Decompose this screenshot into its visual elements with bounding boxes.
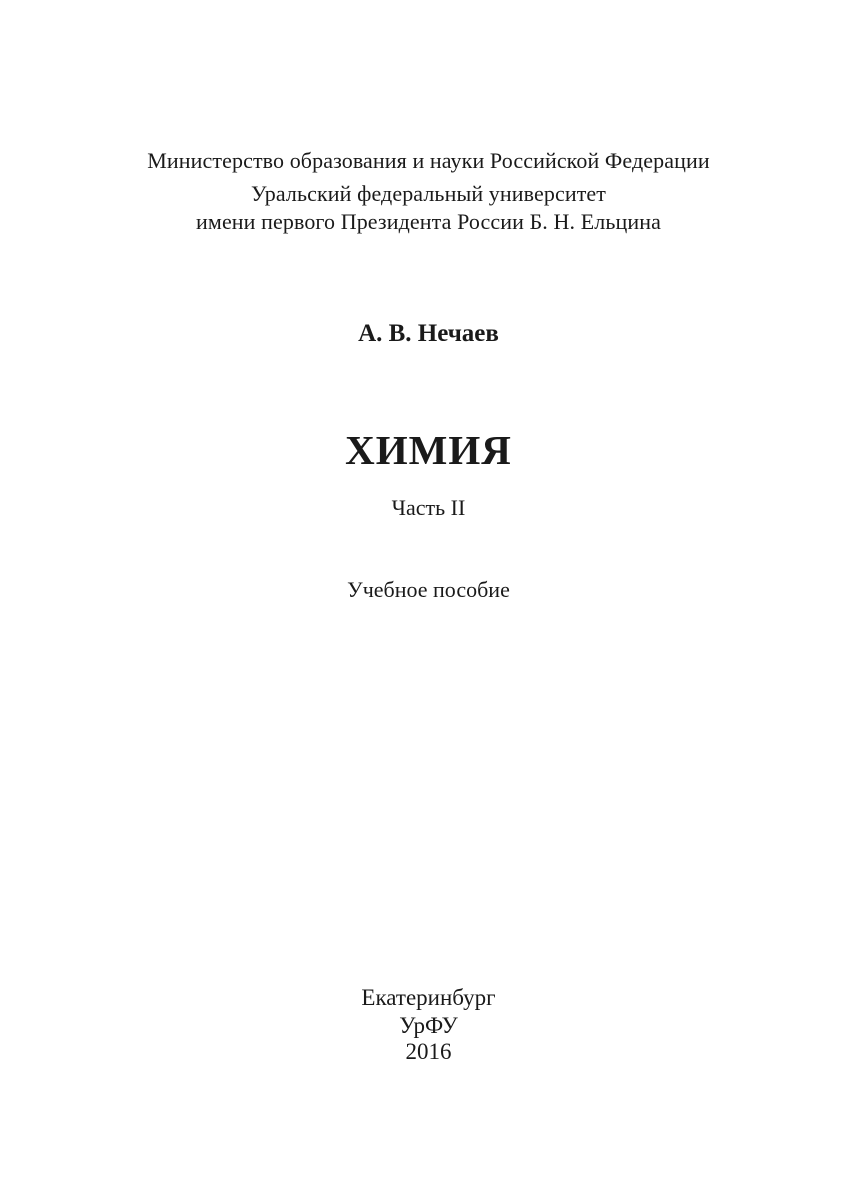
book-part: Часть II (391, 495, 466, 520)
author-name: А. В. Нечаев (358, 320, 499, 347)
publication-type: Учебное пособие (347, 577, 510, 602)
university-name-line1: Уральский федеральный университет (251, 181, 606, 206)
book-title: ХИМИЯ (345, 427, 512, 473)
imprint-publisher: УрФУ (399, 1013, 458, 1038)
ministry-name: Министерство образования и науки Российской Федерации (147, 148, 710, 173)
university-name-line2: имени первого Президента России Б. Н. Ельцина (196, 209, 661, 234)
imprint-year: 2016 (405, 1039, 452, 1064)
imprint-city: Екатеринбург (361, 985, 496, 1010)
